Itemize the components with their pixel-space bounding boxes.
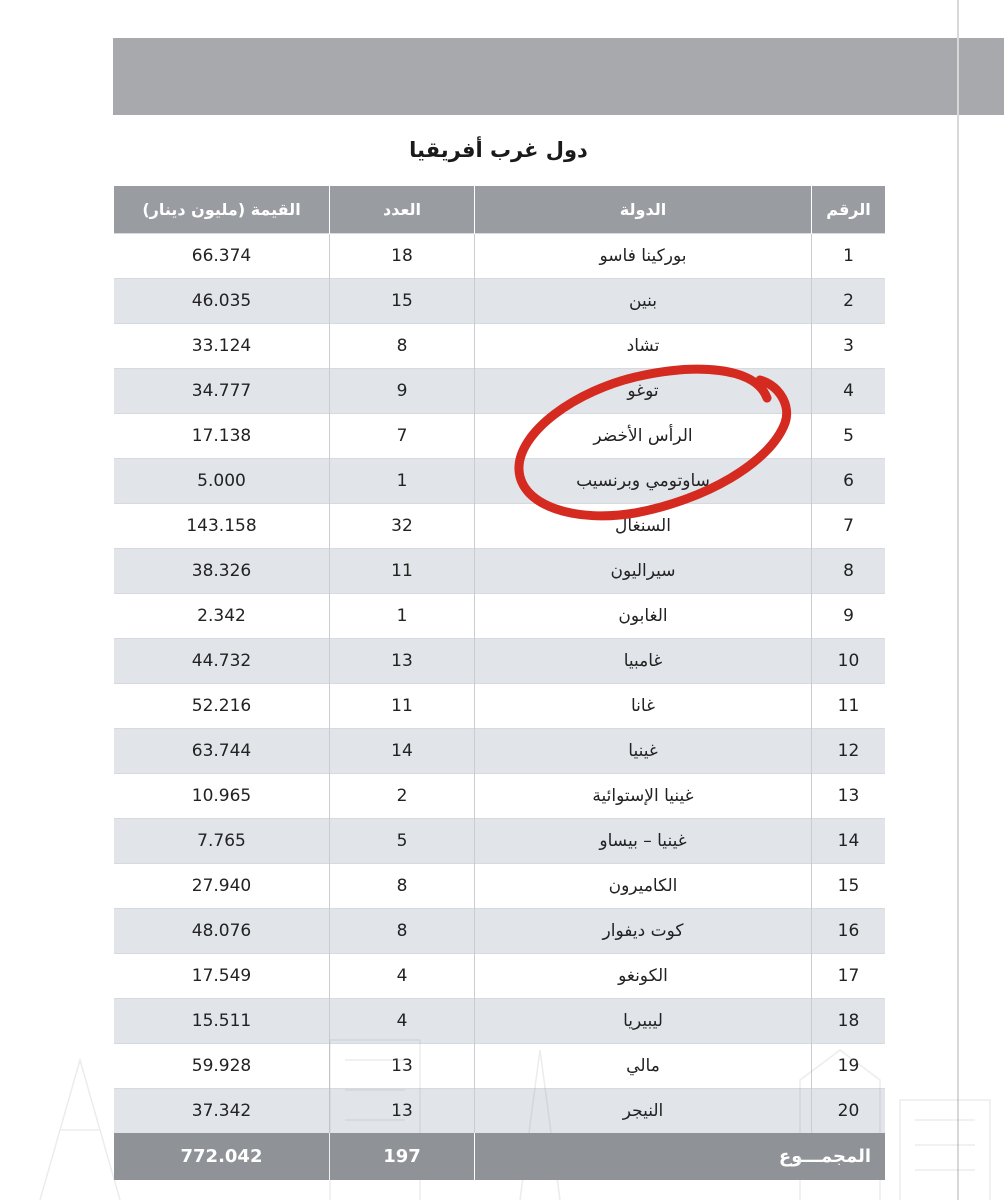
table-body <box>114 234 886 1134</box>
table-row <box>114 909 886 954</box>
row-country: غينيا – بيساو <box>475 819 812 864</box>
row-number: 10 <box>812 639 886 684</box>
page-edge-line <box>957 0 959 1200</box>
row-value: 46.035 <box>114 279 330 324</box>
row-value: 37.342 <box>114 1089 330 1134</box>
row-value: 33.124 <box>114 324 330 369</box>
row-country: بوركينا فاسو <box>475 234 812 279</box>
row-value: 66.374 <box>114 234 330 279</box>
row-count: 32 <box>330 504 475 549</box>
row-count: 4 <box>330 954 475 999</box>
row-country: السنغال <box>475 504 812 549</box>
table-title: دول غرب أفريقيا <box>409 138 588 162</box>
row-country: غينيا الإستوائية <box>475 774 812 819</box>
row-value: 17.138 <box>114 414 330 459</box>
row-country: ساوتومي وبرنسيب <box>475 459 812 504</box>
row-number: 6 <box>812 459 886 504</box>
row-country: الكاميرون <box>475 864 812 909</box>
row-count: 18 <box>330 234 475 279</box>
row-country: ليبيريا <box>475 999 812 1044</box>
table-row <box>114 594 886 639</box>
row-number: 3 <box>812 324 886 369</box>
row-number: 14 <box>812 819 886 864</box>
table-row <box>114 549 886 594</box>
row-number: 7 <box>812 504 886 549</box>
row-value: 10.965 <box>114 774 330 819</box>
row-number: 17 <box>812 954 886 999</box>
table-row <box>114 999 886 1044</box>
table-row <box>114 684 886 729</box>
row-number: 8 <box>812 549 886 594</box>
table-row <box>114 234 886 279</box>
row-count: 8 <box>330 909 475 954</box>
row-country: الكونغو <box>475 954 812 999</box>
row-country: غينيا <box>475 729 812 774</box>
row-number: 1 <box>812 234 886 279</box>
table-row <box>114 279 886 324</box>
row-value: 44.732 <box>114 639 330 684</box>
row-value: 15.511 <box>114 999 330 1044</box>
row-value: 34.777 <box>114 369 330 414</box>
row-count: 4 <box>330 999 475 1044</box>
row-value: 63.744 <box>114 729 330 774</box>
table-row <box>114 774 886 819</box>
table-row <box>114 324 886 369</box>
total-count: 197 <box>330 1133 475 1180</box>
row-number: 2 <box>812 279 886 324</box>
table-row <box>114 864 886 909</box>
row-number: 20 <box>812 1089 886 1134</box>
table-row <box>114 414 886 459</box>
row-count: 14 <box>330 729 475 774</box>
table-row <box>114 1089 886 1134</box>
table-row <box>114 639 886 684</box>
row-count: 13 <box>330 1089 475 1134</box>
row-value: 7.765 <box>114 819 330 864</box>
table-row <box>114 729 886 774</box>
row-country: كوت ديفوار <box>475 909 812 954</box>
col-header-value: القيمة (مليون دينار) <box>114 186 330 234</box>
countries-table <box>113 186 886 1180</box>
row-count: 5 <box>330 819 475 864</box>
row-country: الرأس الأخضر <box>475 414 812 459</box>
row-count: 2 <box>330 774 475 819</box>
row-value: 38.326 <box>114 549 330 594</box>
row-value: 52.216 <box>114 684 330 729</box>
row-count: 7 <box>330 414 475 459</box>
table-row <box>114 1044 886 1089</box>
row-number: 4 <box>812 369 886 414</box>
row-country: سيراليون <box>475 549 812 594</box>
row-value: 5.000 <box>114 459 330 504</box>
row-value: 17.549 <box>114 954 330 999</box>
row-value: 143.158 <box>114 504 330 549</box>
row-number: 13 <box>812 774 886 819</box>
table-row <box>114 954 886 999</box>
row-count: 1 <box>330 459 475 504</box>
row-country: مالي <box>475 1044 812 1089</box>
col-header-country: الدولة <box>475 186 812 234</box>
row-number: 19 <box>812 1044 886 1089</box>
row-country: توغو <box>475 369 812 414</box>
row-country: غانا <box>475 684 812 729</box>
row-country: النيجر <box>475 1089 812 1134</box>
row-country: الغابون <box>475 594 812 639</box>
table-header-row <box>114 186 886 234</box>
col-header-number: الرقم <box>812 186 886 234</box>
row-count: 9 <box>330 369 475 414</box>
row-number: 11 <box>812 684 886 729</box>
row-value: 27.940 <box>114 864 330 909</box>
row-country: بنين <box>475 279 812 324</box>
total-label: المجمـــوع <box>475 1133 886 1180</box>
row-count: 13 <box>330 639 475 684</box>
row-country: تشاد <box>475 324 812 369</box>
row-count: 8 <box>330 324 475 369</box>
row-country: غامبيا <box>475 639 812 684</box>
row-number: 16 <box>812 909 886 954</box>
table-row <box>114 504 886 549</box>
total-row <box>114 1133 886 1180</box>
table-row <box>114 369 886 414</box>
row-number: 18 <box>812 999 886 1044</box>
row-number: 12 <box>812 729 886 774</box>
row-count: 11 <box>330 684 475 729</box>
row-value: 59.928 <box>114 1044 330 1089</box>
row-count: 13 <box>330 1044 475 1089</box>
row-number: 5 <box>812 414 886 459</box>
header-band <box>113 38 1004 115</box>
row-value: 48.076 <box>114 909 330 954</box>
row-count: 15 <box>330 279 475 324</box>
table-row <box>114 819 886 864</box>
row-number: 15 <box>812 864 886 909</box>
row-count: 1 <box>330 594 475 639</box>
total-value: 772.042 <box>114 1133 330 1180</box>
table-row <box>114 459 886 504</box>
row-number: 9 <box>812 594 886 639</box>
row-value: 2.342 <box>114 594 330 639</box>
col-header-count: العدد <box>330 186 475 234</box>
row-count: 8 <box>330 864 475 909</box>
row-count: 11 <box>330 549 475 594</box>
